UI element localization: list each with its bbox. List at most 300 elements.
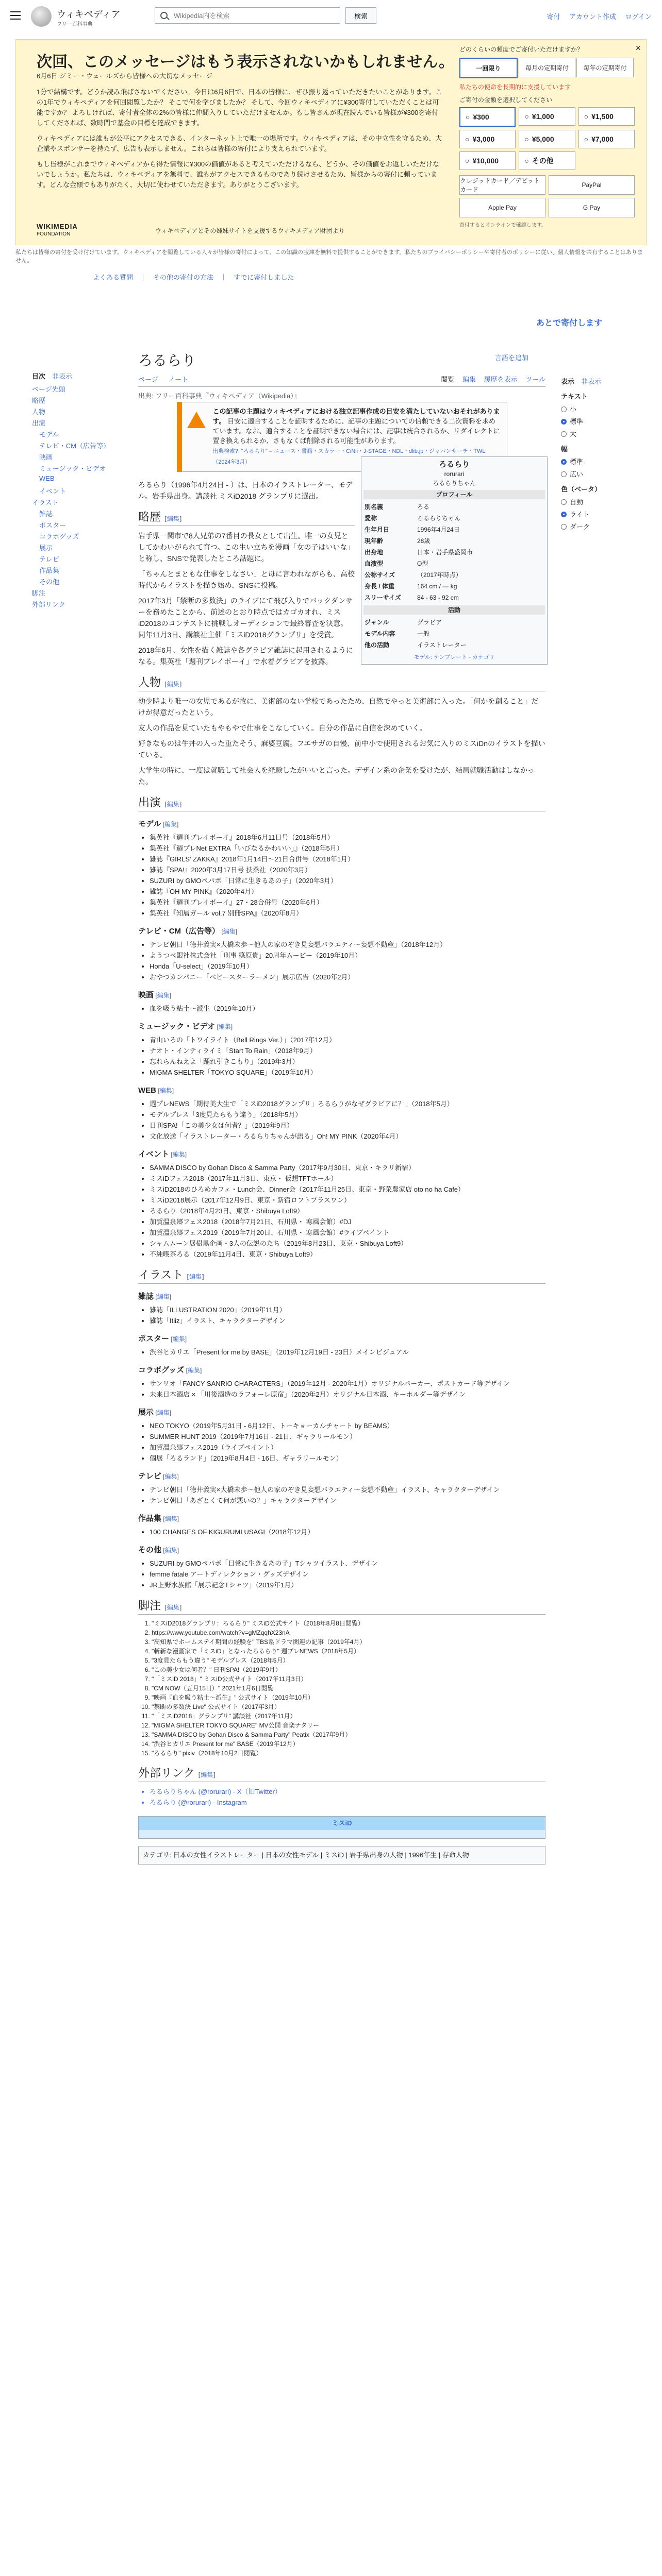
section-illust: イラスト [編集]	[138, 1270, 545, 1284]
infobox-key: 別名義	[365, 503, 384, 511]
infobox-key: 血液型	[365, 560, 384, 567]
categories-box[interactable]: カテゴリ: 日本の女性イラストレーター | 日本の女性モデル | ミスiD | 岩手県出身の人物 | 1996年生 | 存命人物	[138, 1846, 545, 1865]
paragraph: 好きなものは牛丼の入った重たそう、麻婆豆腐。フエサガの自慢、前中小で使用されるお気に入りのミスiDnのイラストを描いている。	[138, 739, 545, 759]
list-item: • 血を吸う粘土～派生（2019年10月）	[150, 1003, 545, 1014]
list-item: • 青山いろの「トワイライト（Bell Rings Ver.）」（2017年12月）	[150, 1035, 545, 1045]
banner-paragraph: ウィキペディアには誰もが公平にアクセスできる、インターネット上で唯一の場所です。ウィキペディアは、その中立性を守るため、大企業やスポンサーを持たず、広告も表示しません。これらは皆様の寄付により支えられています。	[37, 134, 442, 152]
radio-selected-icon	[561, 512, 567, 517]
create-account-link[interactable]: アカウント作成	[569, 13, 617, 21]
list-poster	[138, 1347, 545, 1358]
subsection-poster	[138, 1333, 545, 1345]
reference-item: 10. "禁断の多数決 Live" 公式サイト（2017年3月）	[152, 1702, 545, 1711]
list-item: • テレビ朝日「徳井義実×大橋未歩～他人の家のぞき見妄想バラエティ～妄想不動産」イラスト、キャラクターデザイン	[150, 1484, 545, 1495]
edit-wrapper: [編集]	[169, 1151, 187, 1158]
list-item: • おやつカンパニー「ベビースターラーメン」展示広告（2020年2月）	[150, 972, 545, 982]
color-light[interactable]: ライト	[561, 509, 643, 519]
donation-fine-print: 寄付するとオンラインで確認します。	[459, 223, 547, 228]
subsection-title: 映画	[138, 991, 154, 999]
subsection-collab-goods	[138, 1365, 545, 1376]
list-magazine	[138, 1304, 545, 1326]
edit-link[interactable]: 編集	[164, 1473, 177, 1480]
toc-item[interactable]: イベント	[39, 487, 67, 495]
list-web	[138, 1098, 545, 1142]
subsection-title: テレビ	[138, 1472, 161, 1481]
list-item: • 個展「ろるランド」（2019年8月4日 - 16日、ギャラリールモン）	[150, 1453, 545, 1464]
external-links-list	[138, 1786, 545, 1808]
infobox-key: 生年月日	[365, 526, 390, 533]
infobox-key: 愛称	[365, 515, 377, 522]
subsection-music-video	[138, 1021, 545, 1032]
reference-item: 14. "渋谷ヒカリエ Present for me" BASE（2019年12月）	[152, 1739, 545, 1749]
reference-item: 4. "斬新な漫画家で「ミスiD」となったろるらり" 週プレNEWS（2018年5月）	[152, 1647, 545, 1656]
edit-wrapper: [編集]	[220, 928, 238, 935]
toc-item[interactable]: 略歴	[32, 397, 46, 404]
search-button[interactable]: 検索	[345, 7, 376, 24]
infobox-key: 出身地	[365, 549, 384, 556]
toc-item[interactable]: テレビ	[39, 555, 59, 563]
amount-option[interactable]: ○ ¥3,000	[459, 130, 516, 148]
list-item: • 文化放送「イラストレーター・ろるらりちゃんが語る」Oh! MY PINK（2020年4月）	[150, 1131, 545, 1142]
edit-link[interactable]: 編集	[167, 1604, 179, 1611]
edit-wrapper: [編集]	[161, 1473, 179, 1480]
infobox-row	[361, 639, 547, 651]
amount-option[interactable]: ○ ¥5,000	[519, 130, 575, 148]
notice-text: 目安に適合することを証明するために、記事の主題についての信頼できる二次資料を求めています。なお、適合することを証明できない場合には、記事は統合されるか、リダイレクトに置き換えられるか、さもなくば削除される可能性があります。	[212, 417, 500, 445]
radio-icon	[561, 524, 567, 530]
list-item: • 加賀温泉郷フェス2019（2019年7月20日、石川県・ 寒風会館）#ライブペイント	[150, 1227, 545, 1238]
infobox-value: ろるらりちゃん	[417, 515, 461, 522]
list-model	[138, 832, 545, 919]
subsection-movie	[138, 990, 545, 1001]
reference-item: 13. "SAMMA DISCO by Gohan Disco & Samma Party" Peatix（2017年9月）	[152, 1730, 545, 1739]
infobox-row	[361, 535, 547, 547]
donation-banner	[15, 39, 647, 245]
edit-link[interactable]: 編集	[164, 1547, 177, 1554]
list-item: • 渋谷ヒカリエ「Present for me by BASE」（2019年12月19日 - 23日）メインビジュアル	[150, 1347, 545, 1358]
infobox-value: ろる	[417, 503, 430, 511]
text-size-title: テキスト	[561, 393, 588, 400]
list-movie	[138, 1003, 545, 1014]
logo-subtitle: フリー百科事典	[57, 22, 93, 27]
list-item: • NEO TOKYO（2019年5月31日 - 6月12日、トーキョーカルチャート by BEAMS）	[150, 1420, 545, 1431]
toc-item[interactable]: 外部リンク	[32, 601, 65, 608]
edit-link[interactable]: 編集	[172, 1151, 185, 1158]
list-item: • モデルプレス「3度見たらもう違う」（2018年5月）	[150, 1109, 545, 1120]
site-header	[0, 0, 662, 33]
list-item: • シャムムーン展樹黒企画・3人の伝説のたち（2019年8月23日、東京・Shibuya Loft9）	[150, 1238, 545, 1249]
amount-option[interactable]: ○ ¥10,000	[459, 151, 516, 170]
paragraph: 友人の作品を見ていたもやもやで仕事をこなしていく。自分の作品に自信を深めていく。	[138, 724, 427, 732]
infobox	[361, 456, 548, 665]
list-item: • 集英社『週プレNet EXTRA「いびなるかわいい」』（2018年5月）	[150, 843, 545, 854]
amount-option[interactable]: ○ ¥1,500	[578, 107, 635, 126]
infobox-row	[361, 581, 547, 592]
tab-talk[interactable]: ノート	[168, 376, 188, 383]
radio-icon	[561, 471, 567, 477]
pay-applepay-button[interactable]: Apple Pay	[459, 198, 545, 217]
navbox-title[interactable]: ミスiD	[139, 1817, 545, 1830]
toc-title: 目次 非表示	[32, 372, 73, 380]
section-external: 外部リンク [編集]	[138, 1768, 545, 1782]
user-tools	[540, 11, 652, 21]
navbox	[138, 1816, 545, 1839]
add-languages-button[interactable]: 言語を追加	[495, 354, 529, 362]
infobox-row	[361, 501, 547, 513]
appearance-title: 表示 非表示	[561, 378, 602, 385]
list-item: • サンリオ「FANCY SANRIO CHARACTERS」（2019年12月 - 2020年1月）オリジナルパーカー、ポストカード等デザイン	[150, 1378, 545, 1389]
banner-disclaimer: 私たちは皆様の寄付を受け付けています。ウィキペディアを閲覧している人々が皆様の寄付によって、この知識の宝庫を無料で提供することができます。私たちのプライバシーポリシーや寄付者のポリシーに従い、個人情報を共有することはありません。	[15, 249, 643, 264]
toc-item[interactable]: 映画	[39, 453, 53, 461]
edit-wrapper: [編集]	[184, 1367, 202, 1374]
reference-item: 6. "この美少女は何者？" 日刊SPA!（2019年9月）	[152, 1665, 545, 1674]
banner-links[interactable]: よくある質問 ｜ その他の寄付の方法 ｜ すでに寄付しました	[93, 274, 294, 281]
tab-page[interactable]: ページ	[138, 376, 158, 383]
appearance-hide-button[interactable]: 非表示	[581, 378, 602, 385]
toc-item[interactable]: ページ先頭	[32, 385, 65, 393]
color-dark[interactable]: ダーク	[561, 521, 643, 531]
amount-note: 私たちの使命を長期的に支援しています	[459, 83, 571, 91]
subsection-other	[138, 1545, 545, 1556]
list-item: • テレビ朝日「あざとくて何が悪いの？」キャラクターデザイン	[150, 1495, 545, 1506]
list-item: • SAMMA DISCO by Gohan Disco & Samma Party（2017年9月30日、東京・キラリ新宿）	[150, 1162, 545, 1173]
list-item: • 加賀温泉郷フェス2019（ライブペイント）	[150, 1442, 545, 1453]
infobox-value: 84 - 63 - 92 cm	[417, 594, 459, 601]
infobox-key: モデル内容	[365, 630, 395, 637]
list-item: • 加賀温泉郷フェス2018（2018年7月21日、石川県・ 寒風会館）#DJ	[150, 1216, 545, 1227]
list-collab-goods	[138, 1378, 545, 1400]
toc-item[interactable]: 作品集	[39, 567, 60, 574]
toc-item[interactable]: ミュージック・ビデオ	[39, 465, 106, 472]
subsection-title: イベント	[138, 1150, 170, 1159]
list-item: • MIGMA SHELTER「TOKYO SQUARE」（2019年10月）	[150, 1067, 545, 1078]
radio-selected-icon	[561, 419, 567, 425]
amount-option[interactable]: ○ ¥7,000	[578, 130, 635, 148]
edit-link[interactable]: 編集	[201, 1771, 213, 1778]
amount-question: ご寄付の金額を選択してください	[459, 96, 553, 104]
text-size-large[interactable]: 大	[561, 429, 643, 438]
close-icon[interactable]: ×	[635, 43, 641, 53]
article-content	[138, 402, 545, 1865]
list-item: • 雑誌「Itiiz」イラスト、キャラクターデザイン	[150, 1315, 545, 1326]
color-title: 色（ベータ）	[561, 485, 602, 493]
paragraph: 「ちゃんとまともな仕事をしなさい」と母に言われながらも、高校時代からイラストを描き始め、SNSに投稿。	[138, 570, 355, 589]
frequency-options	[459, 58, 635, 78]
pay-gpay-button[interactable]: G Pay	[549, 198, 635, 217]
reference-item: 8. "CM NOW（五月15日）" 2021年1月6日閲覧	[152, 1684, 545, 1693]
edit-link[interactable]: 編集	[157, 992, 170, 999]
subsection-web	[138, 1085, 545, 1096]
text-size-standard[interactable]: 標準	[561, 416, 643, 426]
toc-sidebar	[32, 371, 109, 611]
infobox-value: イラストレーター	[417, 641, 467, 649]
edit-link[interactable]: 編集	[159, 1087, 172, 1094]
toc-item[interactable]: モデル	[39, 431, 59, 438]
subsection-title: コラボグッズ	[138, 1366, 185, 1375]
infobox-kana: ろるらりちゃん	[432, 480, 476, 487]
infobox-value: 日本・岩手県盛岡市	[417, 549, 473, 556]
edit-wrapper: [編集]	[161, 821, 179, 828]
subsection-title: テレビ・CM（広告等）	[138, 927, 220, 936]
list-other	[138, 1558, 545, 1590]
list-item: • Honda「U-select」（2019年10月）	[150, 961, 545, 972]
banner-subtitle: 6月6日 ジミー・ウェールズから皆様への大切なメッセージ	[37, 72, 213, 80]
wikipedia-logo[interactable]	[31, 6, 52, 27]
reference-item: 15. "ろるらり" pixiv（2018年10月2日閲覧）	[152, 1749, 545, 1758]
edit-link[interactable]: 編集	[157, 1293, 170, 1300]
notice-source[interactable]: 出典検索?: "ろるらり" – ニュース・書籍・スカラー・CiNii・J-STAGE・NDL・dlib.jp・ジャパンサーチ・TWL（2024年3月）	[212, 448, 486, 465]
toc-item[interactable]: テレビ・CM（広告等）	[39, 442, 110, 450]
toc-item[interactable]: 出演	[32, 419, 46, 427]
list-item: • テレビ朝日「徳井義実×大橋未歩～他人の家のぞき見妄想バラエティ～妄想不動産」（2018年12月）	[150, 939, 545, 950]
edit-link[interactable]: 編集	[167, 681, 179, 688]
search-icon	[160, 12, 168, 19]
main-menu-icon[interactable]	[10, 11, 21, 20]
infobox-value: （2017年時点）	[417, 571, 462, 579]
search-input[interactable]	[173, 11, 329, 20]
lead-paragraph: ろるらり（1996年4月24日 - ）は、日本のイラストレーター、モデル。岩手県出身。講談社 ミスiD2018 グランプリに選出。	[138, 481, 353, 500]
edit-link[interactable]: 編集	[223, 928, 236, 935]
tab-edit[interactable]: 編集	[462, 376, 476, 383]
section-career: 略歴 [編集]	[138, 512, 355, 526]
list-item: • 忘れらんねえよ「踊れ引きこもり」（2019年3月）	[150, 1056, 545, 1067]
text-size-small[interactable]: 小	[561, 404, 643, 414]
subsection-title: WEB	[138, 1086, 156, 1095]
list-item: • ミスiDフェス2018（2017年11月3日、東京・ 仮想TFTホール）	[150, 1173, 545, 1184]
external-link[interactable]: • ろるらりちゃん (@rorurari) - X（旧Twitter）	[150, 1786, 545, 1797]
toc-item[interactable]: その他	[39, 578, 60, 586]
edit-link[interactable]: 編集	[172, 1335, 185, 1343]
banner-body	[37, 87, 444, 195]
reference-item: 5. "3度見たらもう違う" モデルプレス（2018年5月）	[152, 1656, 545, 1665]
infobox-row	[361, 547, 547, 558]
list-item: • ようつべ銀社株式会社「刑事 篠原貴」20周年ムービー（2019年10月）	[150, 950, 545, 961]
section-appearances: 出演 [編集]	[138, 798, 545, 811]
edit-link[interactable]: 編集	[164, 821, 177, 828]
banner-footer-text: ウィキペディアとその姉妹サイトを支援するウィキメディア財団より	[155, 227, 345, 234]
infobox-section-activity: 活動	[363, 605, 545, 615]
infobox-value: 28歳	[417, 537, 431, 545]
subsection-title: 展示	[138, 1408, 154, 1417]
radio-icon	[561, 499, 567, 505]
paragraph: 2017年3月「禁断の多数決」のライブにて飛び入りでバックダンサーを務めたことから、前述のとおり時点ではカゴカオれ、ミスiD2018のコンテストに挑戦しオーディションで最終審査を決意。同年11月3日、講談社主催「ミスiD2018グランプリ」を受賞。	[138, 597, 353, 639]
width-wide[interactable]: 広い	[561, 469, 643, 479]
edit-link[interactable]: 編集	[187, 1367, 200, 1374]
banner-title: 次回、このメッセージはもう表示されないかもしれません。	[37, 54, 454, 71]
list-illust-tv	[138, 1484, 545, 1506]
donate-link[interactable]: 寄付	[547, 13, 560, 21]
subsection-title: ミュージック・ビデオ	[138, 1022, 216, 1031]
infobox-key: 身長 / 体重	[365, 583, 395, 590]
reference-item: 9. "映画『血を吸う粘土～派生』" 公式サイト（2019年10月）	[152, 1693, 545, 1702]
infobox-key: ジャンル	[365, 619, 389, 626]
radio-icon	[561, 431, 567, 437]
radio-icon	[561, 406, 567, 412]
subsection-magazine	[138, 1291, 545, 1302]
references-list	[138, 1619, 545, 1758]
page-title: ろるらり	[138, 352, 196, 369]
infobox-name: ろるらり	[438, 460, 470, 469]
infobox-row	[361, 569, 547, 581]
infobox-table	[361, 501, 547, 603]
list-item: • ろるらり（2018年4月23日、東京・Shibuya Loft9）	[150, 1206, 545, 1216]
infobox-value: 1996年4月24日	[417, 526, 460, 533]
amount-option[interactable]: ○ ¥300	[459, 107, 516, 127]
list-item: • 週プレNEWS「期待美大生で「ミスiD2018グランプリ」ろるらりがなぜグラビアに？」（2018年5月）	[150, 1098, 545, 1109]
edit-link[interactable]: 編集	[164, 1515, 177, 1522]
list-tv-cm	[138, 939, 545, 982]
infobox-value: 一般	[417, 630, 430, 637]
list-item: • 集英社『週刊プレイボーイ』2018年6月11日号（2018年5月）	[150, 832, 545, 843]
list-exhibition	[138, 1420, 545, 1464]
width-standard[interactable]: 標準	[561, 456, 643, 466]
paragraph: 大学生の時に、一度は就職して社会人を経験したがいいと言った。デザイン系の企業を受けたが、結局就職活動はしなかった。	[138, 766, 535, 786]
pay-card-button[interactable]: クレジットカード／デビットカード	[459, 175, 545, 195]
paragraph: 幼少時より唯一の女児であるが故に、美術部のない学校であったため、自然でやっと美術部に入った。「何かを創ること」だけが得意だったという。	[138, 697, 539, 717]
edit-wrapper: [編集]	[154, 992, 172, 999]
list-item: • ナオト・インティライミ「Start To Rain」（2018年9月）	[150, 1045, 545, 1056]
list-item: • ミスiD2018のひろめカフェ・Lunch会、Dinner会（2017年11月25日、東京・野菜農家店 oto no ha Cafe）	[150, 1184, 545, 1195]
subsection-title: その他	[138, 1546, 162, 1554]
toc-item[interactable]: WEB	[39, 474, 55, 482]
amount-option[interactable]: ○ その他	[519, 151, 575, 170]
radio-selected-icon	[561, 459, 567, 465]
freq-yearly-button[interactable]: 毎年の定期寄付	[576, 58, 634, 77]
edit-wrapper: [編集]	[169, 1335, 187, 1343]
search-box	[155, 7, 340, 24]
amount-option[interactable]: ○ ¥1,000	[519, 107, 575, 126]
donate-later-link[interactable]: あとで寄付します	[536, 319, 603, 328]
list-item: • 雑誌『OH MY PINK』（2020年4月）	[150, 886, 545, 897]
edit-link[interactable]: 編集	[167, 515, 179, 522]
section-person: 人物 [編集]	[138, 677, 545, 691]
list-event	[138, 1162, 545, 1260]
freq-once-button[interactable]: 一回限り	[459, 58, 518, 78]
toc-item[interactable]: ポスター	[39, 521, 67, 529]
edit-link[interactable]: 編集	[157, 1409, 170, 1416]
login-link[interactable]: ログイン	[625, 13, 652, 21]
tab-tools[interactable]: ツール	[525, 376, 545, 383]
infobox-row	[361, 524, 547, 535]
list-item: • 日刊SPA!「この美少女は何者？」（2019年9月）	[150, 1120, 545, 1131]
toc-item[interactable]: コラボグッズ	[39, 533, 79, 540]
reference-item: 7. "「ミスiD 2018」" ミスiD公式サイト（2017年11月3日）	[152, 1674, 545, 1684]
infobox-row	[361, 592, 547, 603]
toc-item[interactable]: 展示	[39, 544, 53, 552]
edit-wrapper: [編集]	[161, 1515, 179, 1522]
edit-link[interactable]: 編集	[167, 801, 179, 808]
infobox-key: 現年齢	[365, 537, 384, 545]
wikimedia-logo-sub: FOUNDATION	[37, 231, 71, 237]
infobox-footer[interactable]: モデル: テンプレート - カテゴリ	[413, 654, 495, 660]
reference-item: 2. https://www.youtube.com/watch?v=gMZqqhX23nA	[152, 1628, 545, 1637]
edit-link[interactable]: 編集	[218, 1023, 231, 1030]
amount-options	[459, 107, 635, 170]
edit-wrapper: [編集]	[156, 1087, 174, 1094]
notice-bold: この記事の主題はウィキペディアにおける独立記事作成の目安を満たしていないおそれがあります。	[212, 408, 500, 425]
infobox-row	[361, 617, 547, 628]
list-item: • 100 CHANGES OF KIGURUMI USAGI（2018年12月）	[150, 1527, 545, 1537]
edit-wrapper: [編集]	[154, 1293, 172, 1300]
toc-item[interactable]: 脚注	[32, 589, 46, 597]
paragraph: 2018年6月、女性を描く雑誌や各グラビア雑誌に起用されるようになる。集英社「週刊プレイボーイ」で水着グラビアを披露。	[138, 646, 353, 666]
section-notes: 脚注 [編集]	[138, 1601, 545, 1615]
list-item: • 集英社『知層ガール vol.7 別冊SPA』（2020年8月）	[150, 908, 545, 919]
wikimedia-logo: WIKIMEDIA	[37, 223, 78, 230]
infobox-value: O型	[417, 560, 428, 567]
list-item: • 未来日本酒店 × 「川後酒造のラフォーレ原宿」（2020年2月）オリジナル日本酒、キーホルダー等デザイン	[150, 1389, 545, 1400]
external-link[interactable]: • ろるらり (@rorurari) - Instagram	[150, 1797, 545, 1808]
freq-monthly-button[interactable]: 毎月の定期寄付	[519, 58, 576, 77]
width-title: 幅	[561, 445, 568, 453]
list-item: • SUZURI by GMOペパボ「日常に生きるあの子」（2020年3月）	[150, 875, 545, 886]
banner-paragraph: 1分で結構です。どうか読み飛ばさないでください。今日は6月6日で、日本の皆様に、ぜひ振り返っていただきたいことがあります。この1年でウィキペディアを何回閲覧したか？ そこで何を学びましたか？ そして、今回ウィキペディアに¥300寄付していただくことは可能ですか？ よろしければ、寄付者全体の2%の皆様に仲間入りしていただけませんか。もし皆さんが現在読んでいる皆様が¥300を寄付してくだされば、数時間で基金の目標を達成できます。	[37, 88, 442, 127]
infobox-row	[361, 558, 547, 569]
infobox-section-profile: プロフィール	[363, 490, 545, 499]
infobox-row	[361, 513, 547, 524]
reference-item: 11. "「ミスiD2018」グランプリ" 講談社（2017年11月）	[152, 1711, 545, 1721]
subsection-title: 作品集	[138, 1514, 162, 1523]
subsection-works	[138, 1513, 545, 1524]
list-works	[138, 1527, 545, 1537]
edit-wrapper: [編集]	[215, 1023, 233, 1030]
subsection-title: ポスター	[138, 1334, 170, 1343]
list-item: • SUMMER HUNT 2019（2019年7月16日 - 21日、ギャラリールモン）	[150, 1431, 545, 1442]
subsection-event	[138, 1149, 545, 1160]
infobox-row	[361, 628, 547, 639]
list-music-video	[138, 1035, 545, 1078]
banner-paragraph: もし皆様がこれまでウィキペディアから得た情報に¥300の価値があると考えていただけるなら、どうか、その価値をお返しいただけないでしょうか。私たちは、ウィキペディアを無料で、誰もがアクセスできるものであり続けさせるため、皆様からの寄付に頼っています。どんな金額でもありがたく、大切に使わせていただきます。ありがとうございます。	[37, 160, 440, 189]
logo-title[interactable]: ウィキペディア	[57, 9, 121, 20]
infobox-value: 164 cm / ― kg	[417, 583, 457, 590]
frequency-question: どのくらいの頻度でご寄付いただけますか？	[459, 46, 584, 53]
navbox-body	[139, 1830, 545, 1838]
infobox-roman: rorurari	[444, 470, 465, 478]
paragraph: 岩手県一関市で8人兄弟の7番目の長女として出生。唯一の女児としてかわいがられて育つ。この生い立ちを漫画「女の子はいいな」と称し、SNSで発表したところ話題に。	[138, 532, 355, 563]
infobox-key: 公称サイズ	[365, 571, 395, 579]
edit-link[interactable]: 編集	[189, 1273, 202, 1280]
page-tabs	[138, 374, 545, 387]
infobox-key: 他の活動	[365, 641, 390, 649]
toc-item[interactable]: 人物	[32, 408, 46, 416]
subsection-tv-cm	[138, 926, 545, 937]
list-item: • 集英社『週刊プレイボーイ』27・28合併号（2020年6月）	[150, 897, 545, 908]
list-item: • 雑誌「ILLUSTRATION 2020」（2019年11月）	[150, 1304, 545, 1315]
subsection-title: 雑誌	[138, 1292, 154, 1301]
tab-read[interactable]: 閲覧	[441, 376, 455, 383]
reference-item: 1. "ミスiD2018グランプリ：ろるらり" ミスiD公式サイト（2018年8月8日閲覧）	[152, 1619, 545, 1628]
reference-item: 3. "高知県でホームステイ期間の経験を" TBS系ドラマ関連の記事（2019年4月）	[152, 1637, 545, 1647]
toc-item[interactable]: 雑誌	[39, 510, 53, 518]
color-auto[interactable]: 自動	[561, 497, 643, 506]
infobox-key: スリーサイズ	[365, 594, 402, 601]
tab-history[interactable]: 履歴を表示	[484, 376, 518, 383]
toc-item[interactable]: イラスト	[32, 499, 59, 506]
list-item: • 雑誌『SPA!』2020年3月17日号 扶桑社（2020年3月）	[150, 865, 545, 875]
infobox-value: グラビア	[417, 619, 442, 626]
infobox-table-activity	[361, 617, 547, 651]
list-item: • SUZURI by GMOペパボ「日常に生きるあの子」Tシャツイラスト、デザイン	[150, 1558, 545, 1569]
reference-item: 12. "MIGMA SHELTER TOKYO SQUARE" MV公開 音楽ナタリー	[152, 1721, 545, 1730]
subsection-model	[138, 819, 545, 830]
page-source-note: 出典: フリー百科事典『ウィキペディア（Wikipedia）』	[138, 392, 301, 400]
payment-options	[459, 175, 635, 217]
list-item: • 不純喫茶ろる（2019年11月4日、東京・Shibuya Loft9）	[150, 1249, 545, 1260]
list-item: • ミスiD2018展示（2017年12月9日、東京・新宿ロフトプラスワン）	[150, 1195, 545, 1206]
pay-paypal-button[interactable]: PayPal	[549, 175, 635, 195]
subsection-title: モデル	[138, 820, 161, 828]
edit-wrapper: [編集]	[161, 1547, 179, 1554]
toc-hide-button[interactable]: 非表示	[52, 372, 73, 380]
